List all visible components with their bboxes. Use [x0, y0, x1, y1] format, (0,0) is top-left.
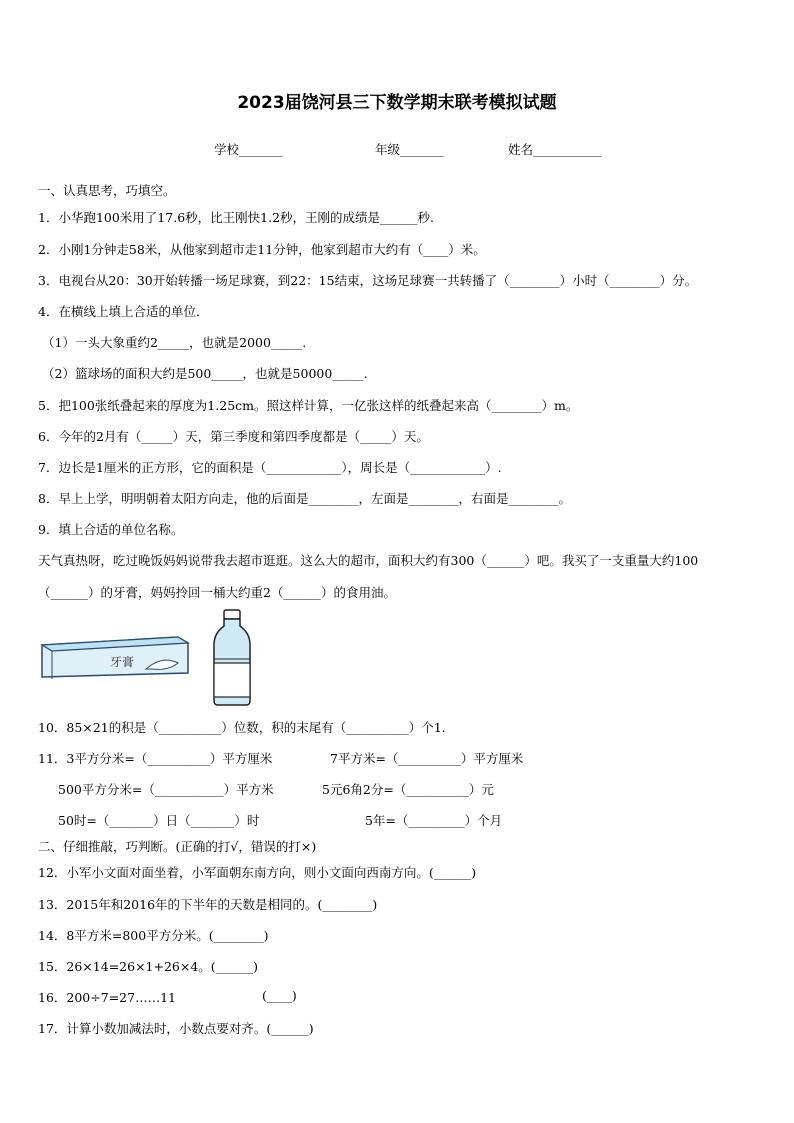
question-11-b: 7平方米=（__________）平方厘米	[330, 751, 524, 766]
question-11-e: 50时=（_______）日（_______）时	[58, 813, 260, 828]
question-9-text-line-2: （______）的牙膏，妈妈拎回一桶大约重2（______）的食用油。	[38, 585, 396, 600]
question-5: 5．把100张纸叠起来的厚度为1.25cm。照这样计算，一亿张这样的纸叠起来高（________）m。	[38, 398, 579, 413]
question-17: 17．计算小数加减法时，小数点要对齐。(______)	[38, 1021, 314, 1036]
question-15: 15．26×14=26×1+26×4。(______)	[38, 959, 259, 974]
question-9-text-line-1: 天气真热呀，吃过晚饭妈妈说带我去超市逛逛。这么大的超市，面积大约有300（______）吧。我买了一支重量大约100	[38, 553, 699, 568]
question-7: 7．边长是1厘米的正方形，它的面积是（____________），周长是（____________）.	[38, 460, 502, 475]
question-2: 2．小刚1分钟走58米，从他家到超市走11分钟，他家到超市大约有（____）米。	[38, 242, 486, 257]
grade-label: 年级	[375, 142, 401, 157]
section-2-heading: 二、仔细推敲，巧判断。(正确的打√，错误的打×)	[38, 839, 317, 854]
question-8: 8．早上上学，明明朝着太阳方向走，他的后面是________，左面是________，右面是________。	[38, 491, 571, 506]
question-16-answer: (____)	[262, 988, 297, 1003]
section-1-heading: 一、认真思考，巧填空。	[38, 183, 176, 198]
question-4-1: （1）一头大象重约2_____，也就是2000_____.	[42, 335, 307, 350]
question-12: 12．小军小文面对面坐着，小军面朝东南方向，则小文面向西南方向。(______)	[38, 865, 477, 880]
question-6: 6．今年的2月有（_____）天，第三季度和第四季度都是（_____）天。	[38, 429, 429, 444]
question-16: 16．200÷7=27……11	[38, 990, 176, 1005]
toothpaste-label: 牙膏	[110, 655, 135, 669]
question-13: 13．2015年和2016年的下半年的天数是相同的。(________)	[38, 897, 378, 912]
toothpaste-image	[38, 633, 190, 681]
bottle-cap	[224, 610, 240, 619]
name-label: 姓名	[508, 142, 534, 157]
question-9: 9．填上合适的单位名称。	[38, 522, 184, 537]
question-10: 10．85×21的积是（__________）位数，积的末尾有（__________）个1.	[38, 720, 446, 735]
bottle-label	[214, 663, 250, 697]
question-11-d: 5元6角2分=（__________）元	[322, 782, 494, 797]
question-4-2: （2）篮球场的面积大约是500_____，也就是50000_____.	[42, 366, 368, 381]
question-11-a: 11．3平方分米=（__________）平方厘米	[38, 751, 273, 766]
question-11-c: 500平方分米=（___________）平方米	[58, 782, 274, 797]
school-blank[interactable]: _______	[239, 142, 283, 157]
question-11-f: 5年=（_________）个月	[365, 813, 503, 828]
name-blank[interactable]: ___________	[533, 142, 602, 157]
question-4: 4．在横线上填上合适的单位．	[38, 304, 209, 319]
school-field	[214, 140, 283, 158]
grade-blank[interactable]: _______	[400, 142, 444, 157]
name-field	[508, 140, 602, 158]
oil-bottle-image	[210, 609, 254, 707]
question-14: 14．8平方米=800平方分米。(________)	[38, 928, 269, 943]
question-3: 3．电视台从20：30开始转播一场足球赛，到22：15结束，这场足球赛一共转播了（________）小时（________）分。	[38, 273, 698, 288]
question-1: 1．小华跑100米用了17.6秒，比王刚快1.2秒，王刚的成绩是______秒.	[38, 210, 434, 225]
school-label: 学校	[214, 142, 240, 157]
page-title: 2023届饶河县三下数学期末联考模拟试题	[237, 93, 557, 113]
grade-field	[375, 140, 444, 158]
